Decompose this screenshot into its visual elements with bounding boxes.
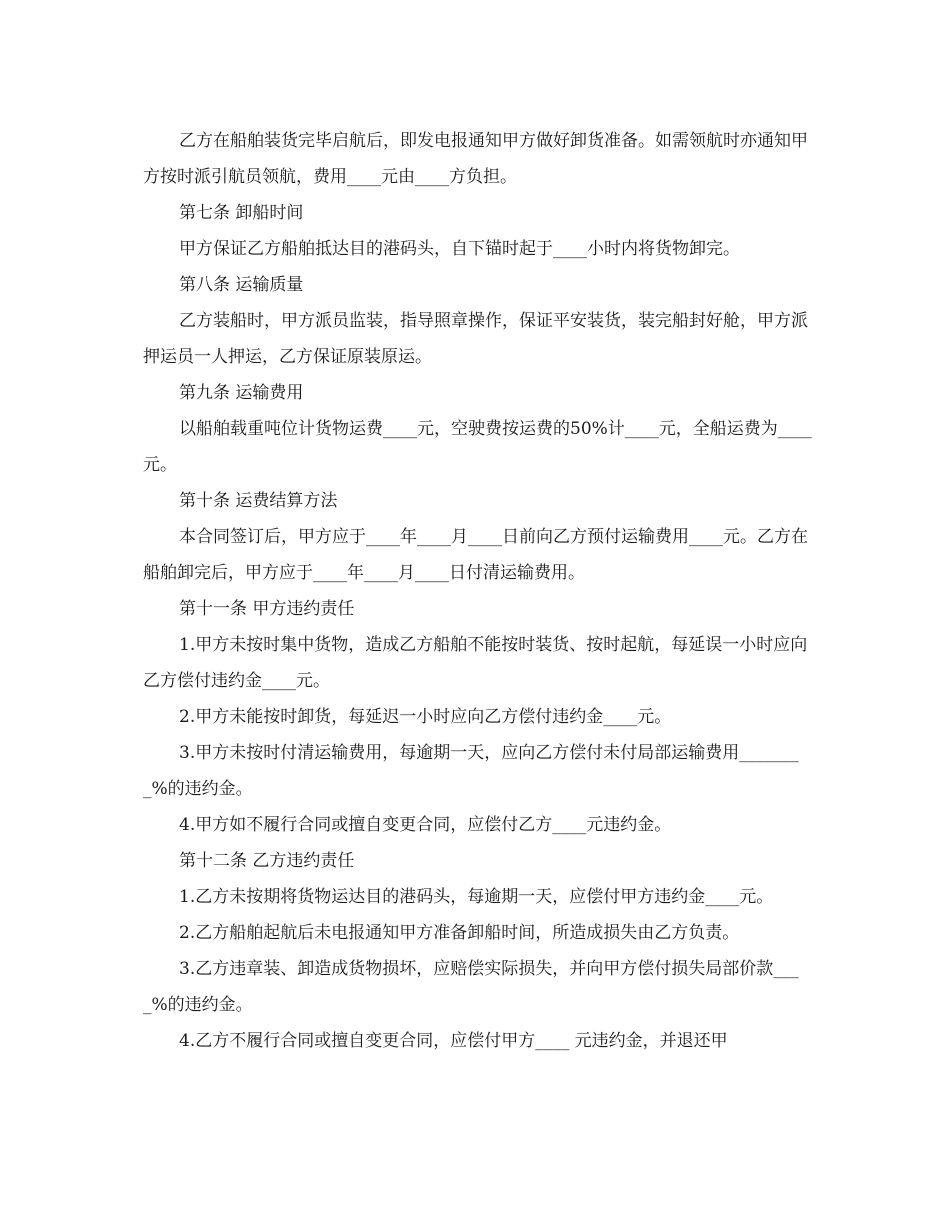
paragraph-party-b-breach-2: 2.乙方船舶起航后未电报通知甲方准备卸船时间，所造成损失由乙方负责。 xyxy=(179,923,740,943)
article-11-heading: 第十一条 甲方违约责任 xyxy=(179,599,355,619)
article-8-heading: 第八条 运输质量 xyxy=(179,275,304,295)
paragraph-party-a-breach-1: 1.甲方未按时集中货物，造成乙方船舶不能按时装货、按时起航，每延误一小时应向乙方偿付违约金____元。 xyxy=(143,635,808,691)
paragraph-party-a-breach-3: 3.甲方未按时付清运输费用，每逾期一天，应向乙方偿付未付局部运输费用________%的违约金。 xyxy=(143,743,799,799)
paragraph-party-a-breach-4: 4.甲方如不履行合同或擅自变更合同，应偿付乙方____元违约金。 xyxy=(179,815,672,835)
paragraph-settlement-method: 本合同签订后，甲方应于____年____月____日前向乙方预付运输费用____元。乙方在船舶卸完后，甲方应于____年____月____日付清运输费用。 xyxy=(143,527,808,583)
paragraph-party-b-breach-4: 4.乙方不履行合同或擅自变更合同，应偿付甲方____ 元违约金，并退还甲 xyxy=(179,1031,728,1051)
paragraph-party-b-breach-1: 1.乙方未按期将货物运达目的港码头，每逾期一天，应偿付甲方违约金____元。 xyxy=(179,887,774,907)
document-body xyxy=(143,123,813,1059)
paragraph-party-b-breach-3: 3.乙方违章装、卸造成货物损坏，应赔偿实际损失，并向甲方偿付损失局部价款____%的违约金。 xyxy=(143,959,799,1015)
paragraph-unloading-time: 甲方保证乙方船舶抵达目的港码头，自下锚时起于____小时内将货物卸完。 xyxy=(179,239,740,259)
paragraph-party-a-breach-2: 2.甲方未能按时卸货，每延迟一小时应向乙方偿付违约金____元。 xyxy=(179,707,672,727)
paragraph-transport-fees: 以船舶载重吨位计货物运费____元，空驶费按运费的50%计____元，全船运费为____元。 xyxy=(143,419,812,475)
paragraph-transport-quality: 乙方装船时，甲方派员监装，指导照章操作，保证平安装货，装完船封好舱，甲方派押运员一人押运，乙方保证原装原运。 xyxy=(143,311,808,367)
article-12-heading: 第十二条 乙方违约责任 xyxy=(179,851,355,871)
paragraph-departure-notice: 乙方在船舶装货完毕启航后，即发电报通知甲方做好卸货准备。如需领航时亦通知甲方按时派引航员领航，费用____元由____方负担。 xyxy=(143,131,808,187)
article-10-heading: 第十条 运费结算方法 xyxy=(179,491,338,511)
article-7-heading: 第七条 卸船时间 xyxy=(179,203,304,223)
article-9-heading: 第九条 运输费用 xyxy=(179,383,304,403)
